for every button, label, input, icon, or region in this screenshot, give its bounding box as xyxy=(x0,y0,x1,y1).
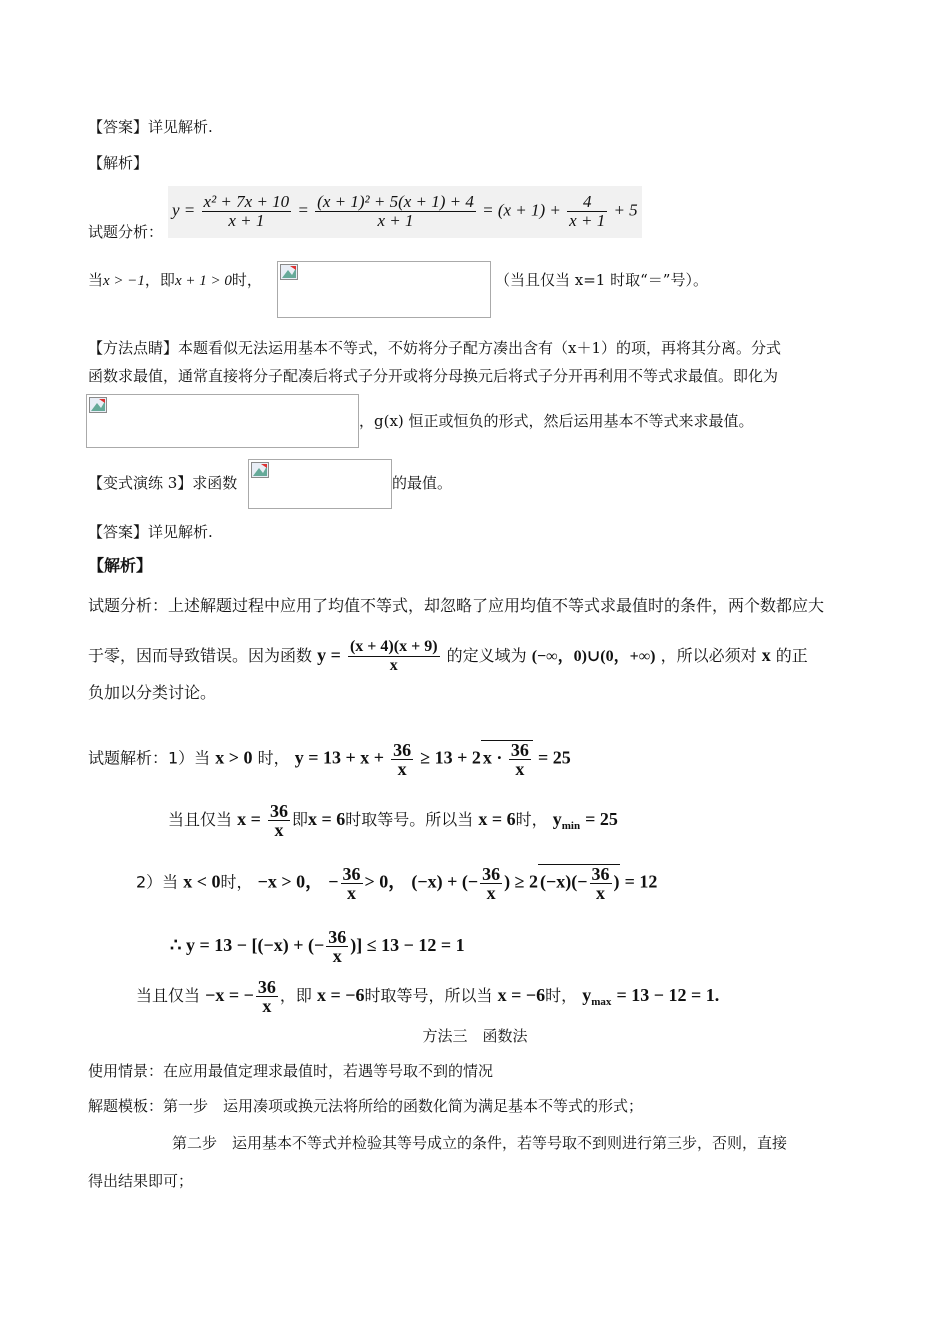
eq1-num3: 4 xyxy=(567,193,607,212)
eq1-frac1 xyxy=(202,193,292,230)
s2-i: = 25 xyxy=(585,809,618,829)
s3-c: 时， xyxy=(220,872,253,892)
broken-image-1 xyxy=(277,261,491,318)
s5-h: y xyxy=(582,985,592,1005)
s2-frac xyxy=(268,802,290,839)
s5-a: 当且仅当 xyxy=(136,986,201,1005)
s1-e: ≥ 13 + 2 xyxy=(420,747,481,768)
s2-d: x = 6 xyxy=(307,809,346,829)
s3-den1: x xyxy=(347,882,357,903)
s3-h: ) ≥ 2 xyxy=(504,871,539,892)
solve-line1 xyxy=(88,740,571,778)
eq1-den2: x + 1 xyxy=(377,211,414,230)
s2-g: 时， xyxy=(515,810,548,829)
eq1-num2: (x + 1)² + 5(x + 1) + 4 xyxy=(317,192,474,211)
solve-line2 xyxy=(168,802,618,839)
s3-i: (−x)(− xyxy=(540,871,588,892)
equation-image-1 xyxy=(168,186,642,238)
solve-line3 xyxy=(136,864,657,902)
s1-c: 时， xyxy=(257,748,290,768)
when-cond1: x > −1 xyxy=(103,273,145,289)
eq1-num1: x² + 7x + 10 xyxy=(203,192,290,211)
when-a: 当 xyxy=(88,271,104,289)
s3-d: −x > 0， xyxy=(257,871,324,892)
s2-den: x xyxy=(274,820,284,840)
when-cond2: x + 1 > 0 xyxy=(174,273,232,289)
when-line xyxy=(88,270,262,291)
s5-den: x xyxy=(262,996,272,1016)
s3-num2: 36 xyxy=(482,863,501,884)
template-line2: 第二步 运用基本不等式并检验其等号成立的条件，若等号取不到则进行第三步，否则，直接 xyxy=(172,1134,788,1152)
solve-line5 xyxy=(136,978,719,1015)
method-note-line3: ，g(x) 恒正或恒负的形式，然后运用基本不等式来求最值。 xyxy=(359,412,754,430)
s1-g: = 25 xyxy=(537,747,571,768)
method-note-line2: 函数求最值，通常直接将分子配凑后将式子分开或将分母换元后将式子分开再利用不等式求最值。即化为 xyxy=(88,367,779,385)
broken-image-2 xyxy=(86,394,359,448)
eq1-den1: x + 1 xyxy=(228,211,265,230)
s2-a: 当且仅当 xyxy=(168,810,233,829)
s3-frac3 xyxy=(590,865,612,902)
a2-y: y = xyxy=(317,645,341,665)
s3-sqrt xyxy=(538,864,620,902)
s4-frac xyxy=(326,928,348,965)
s3-k: = 12 xyxy=(624,871,658,892)
analysis2-line1: 试题分析：上述解题过程中应用了均值不等式，却忽略了应用均值不等式求最值时的条件，两个数都应大 xyxy=(88,596,825,615)
eq1-mid: = (x + 1) + xyxy=(482,200,561,220)
template-line1: 解题模板：第一步 运用凑项或换元法将所给的函数化简为满足基本不等式的形式； xyxy=(88,1097,644,1115)
s5-num: 36 xyxy=(257,977,276,997)
s3-g: (−x) + (− xyxy=(411,871,479,892)
usage-line: 使用情景：在应用最值定理求最值时，若遇等号取不到的情况 xyxy=(88,1062,494,1080)
s3-frac2 xyxy=(480,865,502,902)
answer-line: 【答案】详见解析. xyxy=(88,118,213,136)
s1-f: x · xyxy=(482,747,503,768)
s2-num: 36 xyxy=(269,801,288,821)
s5-f: x = −6 xyxy=(497,985,546,1005)
s4-a: ∴ y = 13 − [(−x) + (− xyxy=(170,935,325,955)
s5-sub: max xyxy=(591,996,612,1009)
eq1-equals: = xyxy=(297,200,309,220)
variant-prefix: 【变式演练 3】求函数 xyxy=(88,474,238,492)
s3-frac1 xyxy=(341,865,363,902)
s3-num3: 36 xyxy=(591,864,610,884)
s1-b: x > 0 xyxy=(215,747,253,768)
s5-i: = 13 − 12 = 1. xyxy=(616,985,720,1005)
a2-text-a: 于零，因而导致错误。因为函数 xyxy=(88,646,313,665)
s1-sqrt xyxy=(481,740,533,778)
s5-g: 时， xyxy=(545,986,578,1005)
a2-domain: (−∞，0)∪(0，+∞) xyxy=(531,648,656,665)
analysis2-line2 xyxy=(88,638,808,675)
a2-text-b: 的定义域为 xyxy=(446,646,527,665)
eq1-y: y = xyxy=(172,200,196,220)
section-title: 方法三 函数法 xyxy=(422,1027,528,1045)
variant-suffix: 的最值。 xyxy=(392,474,453,492)
s3-num1: 36 xyxy=(342,863,361,884)
eq1-frac3 xyxy=(567,193,607,230)
broken-image-icon xyxy=(280,264,298,280)
s4-den: x xyxy=(332,946,342,966)
broken-image-icon xyxy=(251,462,269,478)
s1-den: x xyxy=(397,758,407,779)
s2-h: y xyxy=(552,809,562,829)
s1-num2: 36 xyxy=(510,740,529,760)
s1-frac2 xyxy=(509,741,531,778)
s1-den2: x xyxy=(515,759,525,779)
analysis-heading: 【解析】 xyxy=(88,154,149,172)
s1-frac xyxy=(391,741,413,778)
broken-image-3 xyxy=(248,459,392,509)
s2-sub: min xyxy=(561,820,581,833)
a2-text-d: 的正 xyxy=(775,646,808,665)
template-line3: 得出结果即可； xyxy=(88,1172,194,1190)
s4-num: 36 xyxy=(328,927,347,947)
s3-j: ) xyxy=(613,871,620,892)
answer-line-2: 【答案】详见解析. xyxy=(88,523,213,541)
s1-num: 36 xyxy=(393,739,412,760)
s2-e: 时取等号。所以当 xyxy=(345,810,474,829)
method-note-line1: 【方法点睛】本题看似无法运用基本不等式，不妨将分子配方凑出含有（x＋1）的项，再将其分离。分式 xyxy=(88,339,782,357)
s2-b: x = xyxy=(237,809,261,829)
a2-text-c: ，所以必须对 xyxy=(660,646,757,665)
s3-a: 2）当 xyxy=(136,872,179,892)
s5-c: ，即 xyxy=(279,986,312,1005)
s1-a: 试题解析：1）当 xyxy=(88,748,211,768)
analysis2-line3: 负加以分类讨论。 xyxy=(88,683,217,702)
analysis-label: 试题分析： xyxy=(88,223,164,241)
a2-num: (x + 4)(x + 9) xyxy=(349,638,438,655)
when-b: ，即 xyxy=(144,271,175,289)
analysis-heading-2: 【解析】 xyxy=(88,556,153,575)
s2-f: x = 6 xyxy=(478,809,516,829)
when-note: （当且仅当 x=1 时取“＝”号）。 xyxy=(495,271,708,289)
a2-x: x xyxy=(761,645,771,665)
s3-e: − xyxy=(328,871,339,892)
s5-frac xyxy=(256,978,278,1015)
s3-b: x < 0 xyxy=(183,871,221,892)
s2-c: 即 xyxy=(291,810,308,829)
s4-b: )] ≤ 13 − 12 = 1 xyxy=(350,935,465,955)
s5-d: x = −6 xyxy=(317,985,365,1005)
s3-den2: x xyxy=(486,882,496,903)
a2-den: x xyxy=(389,657,398,674)
a2-frac xyxy=(348,638,440,675)
eq1-den3: x + 1 xyxy=(569,211,606,230)
solve-line4 xyxy=(170,928,465,965)
s1-d: y = 13 + x + xyxy=(294,747,385,768)
eq1-tail: + 5 xyxy=(613,200,638,220)
s3-f: > 0， xyxy=(364,871,407,892)
eq1-frac2 xyxy=(315,193,476,230)
broken-image-icon xyxy=(89,397,107,413)
when-c: 时， xyxy=(231,271,262,289)
s5-e: 时取等号，所以当 xyxy=(364,986,493,1005)
s3-den3: x xyxy=(596,883,606,903)
s5-b: −x = − xyxy=(205,985,254,1005)
